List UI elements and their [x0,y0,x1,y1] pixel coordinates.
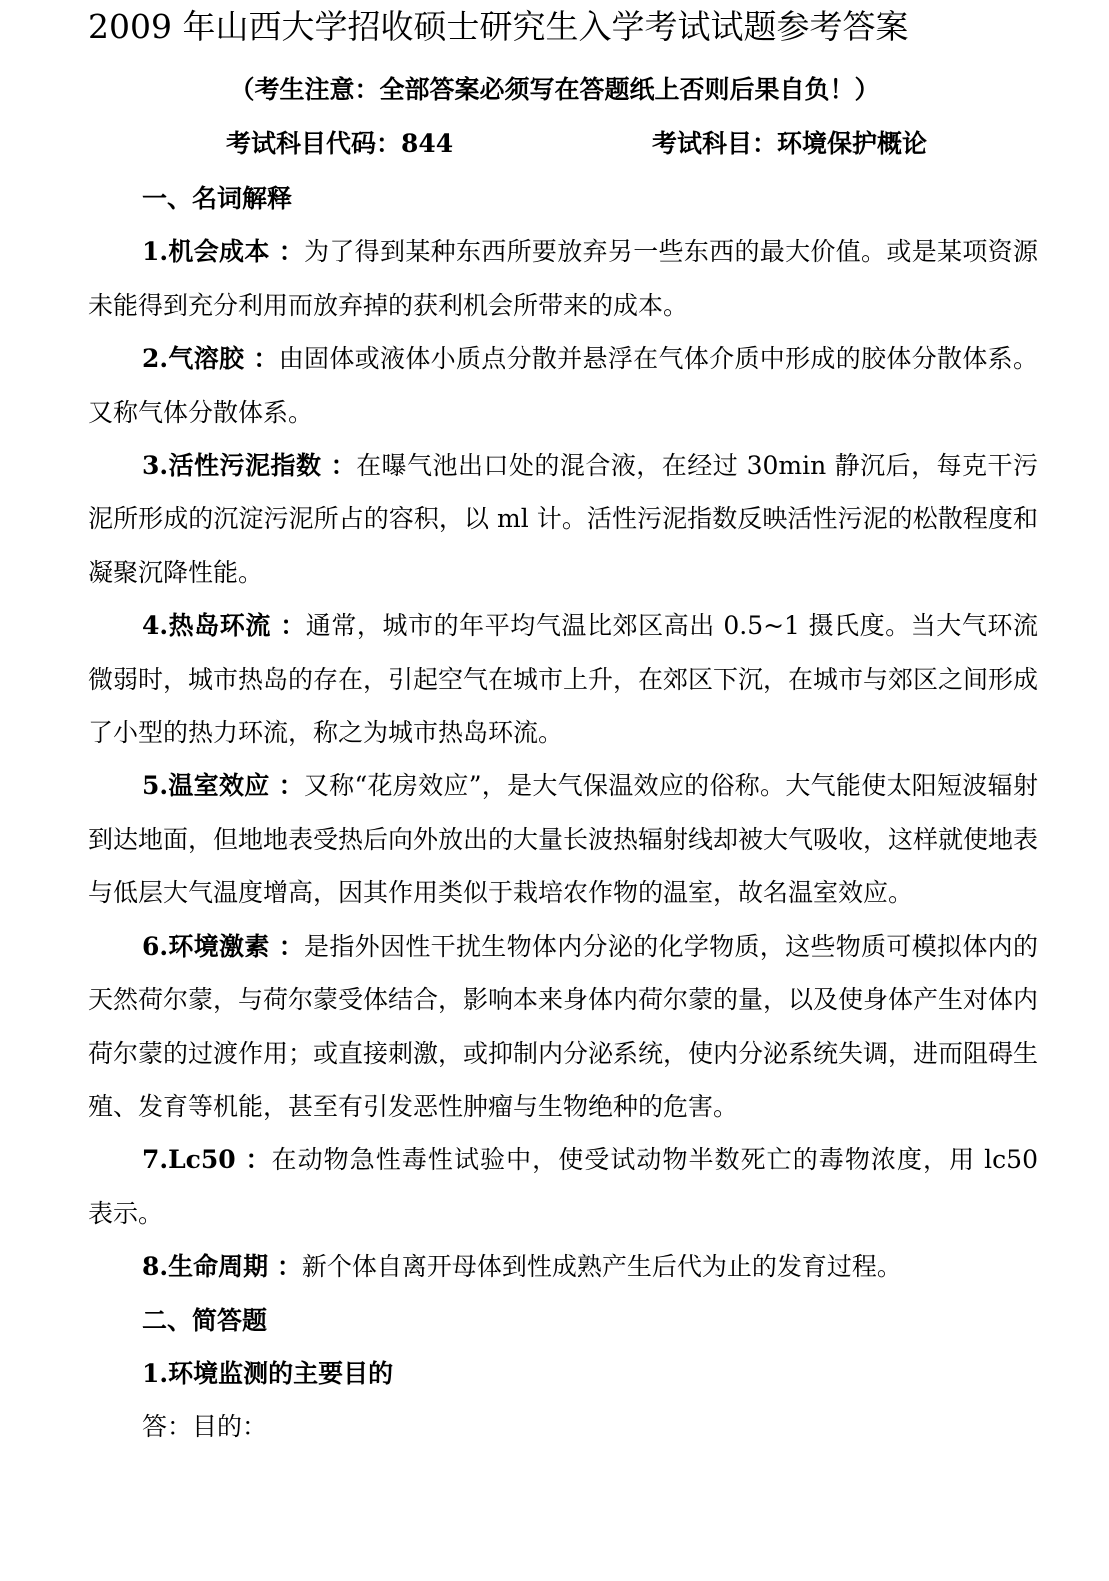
term-separator: ： [269,771,304,801]
term-definition: 是指外因性干扰生物体内分泌的化学物质，这些物质可模拟体内的天然荷尔蒙，与荷尔蒙受体结合，影响本来身体内荷尔蒙的量，以及使身体产生对体内荷尔蒙的过渡作用；或直接刺激，或抑制内分泌系统，使内分泌系统失调，进而阻碍生殖、发育等机能，甚至有引发恶性肿瘤与生物绝种的危害。 [88,931,1039,1121]
term-entry [88,759,1038,919]
answer-text: 答：目的： [142,1412,268,1442]
term-name: 3.活性污泥指数 [142,451,322,481]
term-name: 6.环境激素 [142,931,270,961]
term-entry [88,439,1038,599]
term-name: 8.生命周期 [142,1252,269,1282]
term-separator: ： [321,451,357,481]
term-separator: ： [268,1252,302,1282]
term-entry [88,599,1038,759]
subject-code: 考试科目代码：844 [226,129,454,158]
term-entry [88,1240,1038,1293]
term-entry [88,920,1038,1134]
term-definition: 又称“花房效应”，是大气保温效应的俗称。大气能使太阳短波辐射到达地面，但地地表受热后向外放出的大量长波热辐射线却被大气吸收，这样就使地表与低层大气温度增高，因其作用类似于栽培农作物的温室，故名温室效应。 [88,771,1039,908]
term-name: 4.热岛环流 [142,611,271,641]
document-title: 2009 年山西大学招收硕士研究生入学考试试题参考答案 [88,7,909,46]
term-separator: ： [270,611,306,641]
term-separator: ： [269,237,305,267]
term-name: 1.机会成本 [142,237,270,267]
question-title: 1.环境监测的主要目的 [142,1358,394,1388]
term-name: 2.气溶胶 [142,344,245,374]
term-separator: ： [235,1145,272,1175]
document-body [88,172,1038,1454]
term-entry [88,1133,1038,1240]
subject-name: 考试科目：环境保护概论 [652,129,928,158]
term-definition: 由固体或液体小质点分散并悬浮在气体介质中形成的胶体分散体系。又称气体分散体系。 [88,344,1038,427]
term-separator: ： [269,931,305,961]
term-definition: 新个体自离开母体到性成熟产生后代为止的发育过程。 [301,1252,902,1282]
term-definition: 通常，城市的年平均气温比郊区高出 0.5~1 摄氏度。当大气环流微弱时，城市热岛的存在，引起空气在城市上升，在郊区下沉，在城市与郊区之间形成了小型的热力环流，称之为城市热岛环流。 [88,611,1039,748]
term-separator: ： [244,344,279,374]
term-entry [88,225,1038,332]
section-heading-short-answer: 二、简答题 [142,1305,268,1335]
term-name: 5.温室效应 [142,771,270,801]
exam-notice: （考生注意：全部答案必须写在答题纸上否则后果自负！） [229,75,880,104]
section-heading-terms: 一、名词解释 [142,184,293,213]
term-name: 7.Lc50 [142,1145,236,1175]
term-entry [88,332,1038,439]
term-definition: 为了得到某种东西所要放弃另一些东西的最大价值。或是某项资源未能得到充分利用而放弃掉的获利机会所带来的成本。 [88,237,1038,320]
term-definition: 在动物急性毒性试验中，使受试动物半数死亡的毒物浓度，用 lc50 表示。 [88,1145,1038,1228]
term-definition: 在曝气池出口处的混合液，在经过 30min 静沉后，每克干污泥所形成的沉淀污泥所占的容积，以 ml 计。活性污泥指数反映活性污泥的松散程度和凝聚沉降性能。 [88,451,1038,587]
